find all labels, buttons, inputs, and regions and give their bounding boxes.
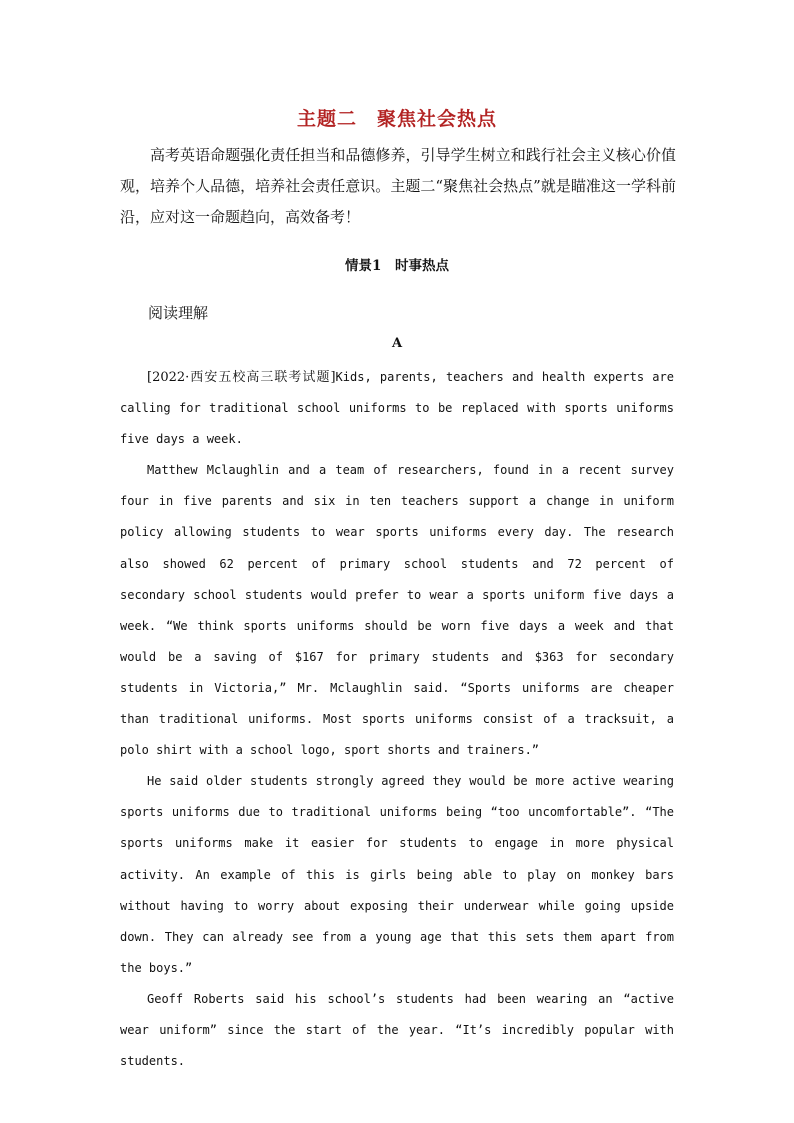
page-title: 主题二 聚焦社会热点 <box>296 108 497 130</box>
passage-paragraph-1 <box>120 362 674 455</box>
passage-paragraph-3: He said older students strongly agreed they would be more active wearing sports uniforms due to traditional uniforms being “too uncomfortable”. “The sports uniforms make it easier for students to engage in more physical activity. An example of this is girls being able to play on monkey bars without having to worry about exposing their underwear while going upside down. They can already see from a young age that this sets them apart from the boys.” <box>120 774 674 975</box>
intro-paragraph: 高考英语命题强化责任担当和品德修养，引导学生树立和践行社会主义核心价值观，培养个人品德，培养社会责任意识。主题二“聚焦社会热点”就是瞄准这一学科前沿，应对这一命题趋向，高效备考！ <box>120 146 676 226</box>
paragraph-text: Kids, parents, teachers and health experts are calling for traditional school uniforms to be replaced with sports uniforms five days a week. <box>120 370 674 447</box>
passage-letter: A <box>391 336 403 351</box>
passage-source: [2022·西安五校高三联考试题] <box>147 370 336 385</box>
section-label: 阅读理解 <box>148 304 209 322</box>
passage-body <box>120 362 674 1077</box>
passage-paragraph-2: Matthew Mclaughlin and a team of researchers, found in a recent survey four in five parents and six in ten teachers support a change in uniform policy allowing students to wear sports uniforms every day. The research also showed 62 percent of primary school students and 72 percent of secondary school students would prefer to wear a sports uniform five days a week. “We think sports uniforms should be worn five days a week and that would be a saving of $167 for primary students and $363 for secondary students in Victoria,” Mr. Mclaughlin said. “Sports uniforms are cheaper than traditional uniforms. Most sports uniforms consist of a tracksuit, a polo shirt with a school logo, sport shorts and trainers.” <box>120 463 674 758</box>
scene-heading: 情景1 时事热点 <box>345 258 449 274</box>
passage-paragraph-4: Geoff Roberts said his school’s students had been wearing an “active wear uniform” since the start of the year. “It’s incredibly popular with students. <box>120 991 674 1069</box>
